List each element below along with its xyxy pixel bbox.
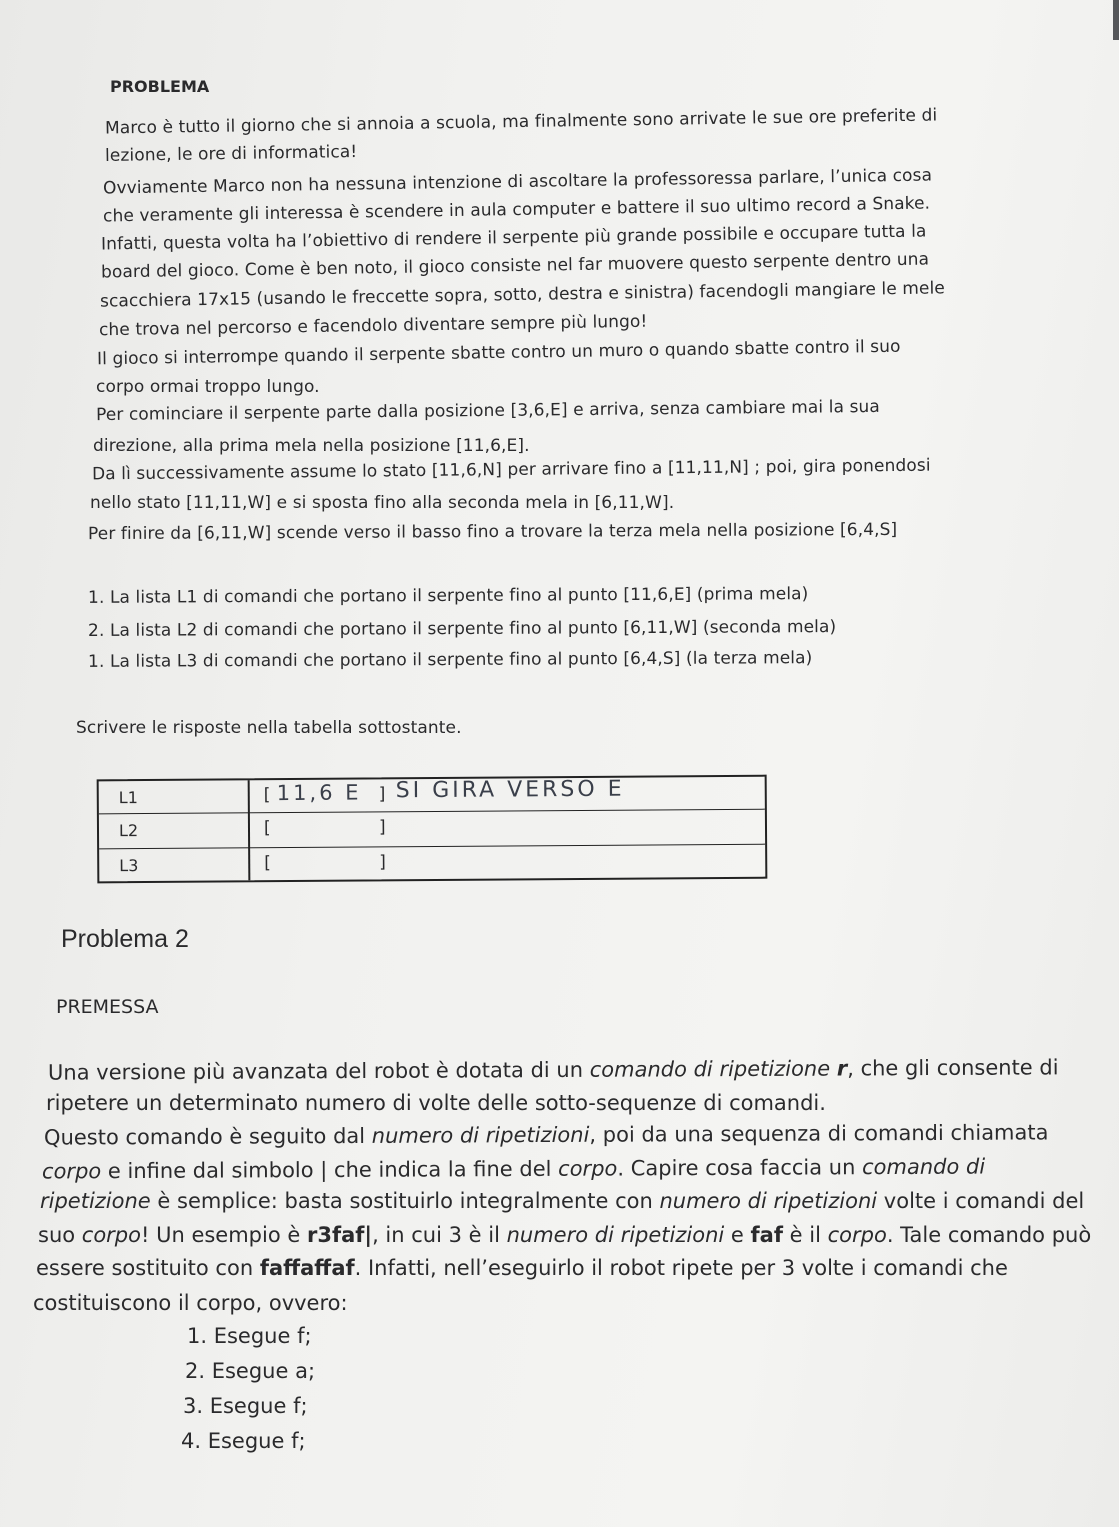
bracket-open: [ xyxy=(264,853,271,874)
italic-term: corpo xyxy=(41,1159,102,1184)
page-edge-shadow xyxy=(1113,0,1119,40)
bracket-close: ] xyxy=(379,852,386,873)
paragraph-line: board del gioco. Come è ben noto, il gioco consiste nel far muovere questo serpente dentro una xyxy=(100,249,930,283)
handwritten-note: SI GIRA VERSO E xyxy=(395,776,625,804)
problem-2-title: Problema 2 xyxy=(61,925,189,953)
paragraph-line: lezione, le ore di informatica! xyxy=(104,142,358,166)
list-item: 1. La lista L3 di comandi che portano il serpente fino al punto [6,4,S] (la terza mela) xyxy=(87,648,813,672)
text-span: è semplice: basta sostituirlo integralmente con xyxy=(150,1189,660,1213)
paragraph-line: corpo ormai troppo lungo. xyxy=(96,377,320,397)
bracket-open: [ xyxy=(263,785,271,806)
paragraph-line xyxy=(38,1223,1091,1247)
text-span: e infine dal simbolo | che indica la fine del xyxy=(101,1156,559,1184)
text-span: , che gli consente di xyxy=(847,1055,1059,1081)
paragraph-line: direzione, alla prima mela nella posizione [11,6,E]. xyxy=(93,436,530,456)
step-item: 1. Esegue f; xyxy=(187,1324,312,1348)
paragraph-line: che trova nel percorso e facendolo diventare sempre più lungo! xyxy=(98,311,648,341)
italic-term: corpo xyxy=(827,1223,887,1247)
paragraph-line: scacchiera 17x15 (usando le freccette sopra, sotto, destra e sinistra) facendogli mangiare le mele xyxy=(99,278,946,312)
italic-term: ripetizione xyxy=(40,1189,151,1213)
text-span: . Capire cosa faccia un xyxy=(617,1155,863,1181)
row-label-l1: L1 xyxy=(118,788,138,808)
paragraph-line: Infatti, questa volta ha l’obiettivo di rendere il serpente più grande possibile e occupare tutta la xyxy=(100,221,927,255)
text-span: ! Un esempio è xyxy=(141,1223,307,1247)
text-span: è il xyxy=(782,1223,828,1247)
text-span: volte i comandi del xyxy=(877,1189,1085,1213)
paragraph-line: Per finire da [6,11,W] scende verso il basso fino a trovare la terza mela nella posizione [6,4,S] xyxy=(87,519,898,545)
step-item: 2. Esegue a; xyxy=(185,1359,316,1383)
list-item: 2. La lista L2 di comandi che portano il serpente fino al punto [6,11,W] (seconda mela) xyxy=(87,617,837,641)
paragraph-line xyxy=(36,1256,1008,1280)
paragraph-line xyxy=(48,1055,1059,1084)
bracket-close: ] xyxy=(378,784,386,805)
paragraph-line: Ovviamente Marco non ha nessuna intenzione di ascoltare la professoressa parlare, l’unica cosa xyxy=(102,165,933,199)
text-span: , poi da una sequenza di comandi chiamata xyxy=(589,1120,1049,1147)
text-span: essere sostituito con xyxy=(36,1256,260,1280)
paragraph-line: nello stato [11,11,W] e si sposta fino alla seconda mela in [6,11,W]. xyxy=(90,493,675,513)
instruction-text: Scrivere le risposte nella tabella sottostante. xyxy=(76,718,462,738)
paragraph-line xyxy=(40,1189,1084,1213)
command-r: r xyxy=(836,1056,848,1081)
row-label-l2: L2 xyxy=(118,821,139,841)
problem-heading: PROBLEMA xyxy=(110,77,210,96)
text-span: Questo comando è seguito dal xyxy=(43,1123,372,1150)
text-span: suo xyxy=(38,1223,82,1247)
text-span: . Tale comando può xyxy=(886,1223,1092,1247)
table-row xyxy=(99,844,765,884)
italic-term: numero di ripetizioni xyxy=(506,1223,725,1247)
italic-term: numero di ripetizioni xyxy=(371,1122,590,1148)
text-span: . Infatti, nell’eseguirlo il robot ripete per 3 volte i comandi che xyxy=(354,1256,1008,1280)
premessa-heading: PREMESSA xyxy=(56,996,159,1018)
step-item: 3. Esegue f; xyxy=(183,1394,308,1418)
paragraph-line: Marco è tutto il giorno che si annoia a scuola, ma finalmente sono arrivate le sue ore preferite di xyxy=(104,105,938,139)
paragraph-line xyxy=(44,1120,1049,1149)
paragraph-line: Il gioco si interrompe quando il serpente sbatte contro un muro o quando sbatte contro il suo xyxy=(96,336,901,370)
paragraph-line: ripetere un determinato numero di volte delle sotto-sequenze di comandi. xyxy=(46,1091,826,1115)
italic-term: corpo xyxy=(558,1156,618,1181)
table-row xyxy=(99,809,765,850)
bracket-close: ] xyxy=(378,817,386,838)
bold-term: faffaffaf xyxy=(259,1256,355,1280)
text-span: Una versione più avanzata del robot è dotata di un xyxy=(47,1057,590,1085)
italic-term: numero di ripetizioni xyxy=(659,1189,878,1213)
italic-term: corpo xyxy=(81,1223,141,1247)
list-item: 1. La lista L1 di comandi che portano il serpente fino al punto [11,6,E] (prima mela) xyxy=(87,584,809,608)
italic-term: comando di xyxy=(862,1154,986,1180)
row-label-l3: L3 xyxy=(119,856,139,876)
text-span: , in cui 3 è il xyxy=(372,1223,507,1247)
handwritten-answer: 11,6 E xyxy=(276,780,362,806)
paragraph-line: che veramente gli interessa è scendere in aula computer e battere il suo ultimo record a Snake. xyxy=(102,193,931,227)
step-item: 4. Esegue f; xyxy=(181,1429,306,1453)
bracket-open: [ xyxy=(263,818,271,839)
text-span: e xyxy=(724,1223,751,1247)
italic-term: comando di ripetizione xyxy=(589,1056,831,1082)
paragraph-line: Da lì successivamente assume lo stato [11,6,N] per arrivare fino a [11,11,N] ; poi, gira ponendosi xyxy=(91,455,931,485)
bold-term: faf xyxy=(750,1223,783,1247)
paragraph-line: Per cominciare il serpente parte dalla posizione [3,6,E] e arriva, senza cambiare mai la sua xyxy=(95,396,881,426)
command-example: r3faf| xyxy=(306,1223,373,1247)
paragraph-line: costituiscono il corpo, ovvero: xyxy=(33,1291,348,1315)
paragraph-line xyxy=(42,1155,985,1184)
answer-table xyxy=(97,775,768,884)
